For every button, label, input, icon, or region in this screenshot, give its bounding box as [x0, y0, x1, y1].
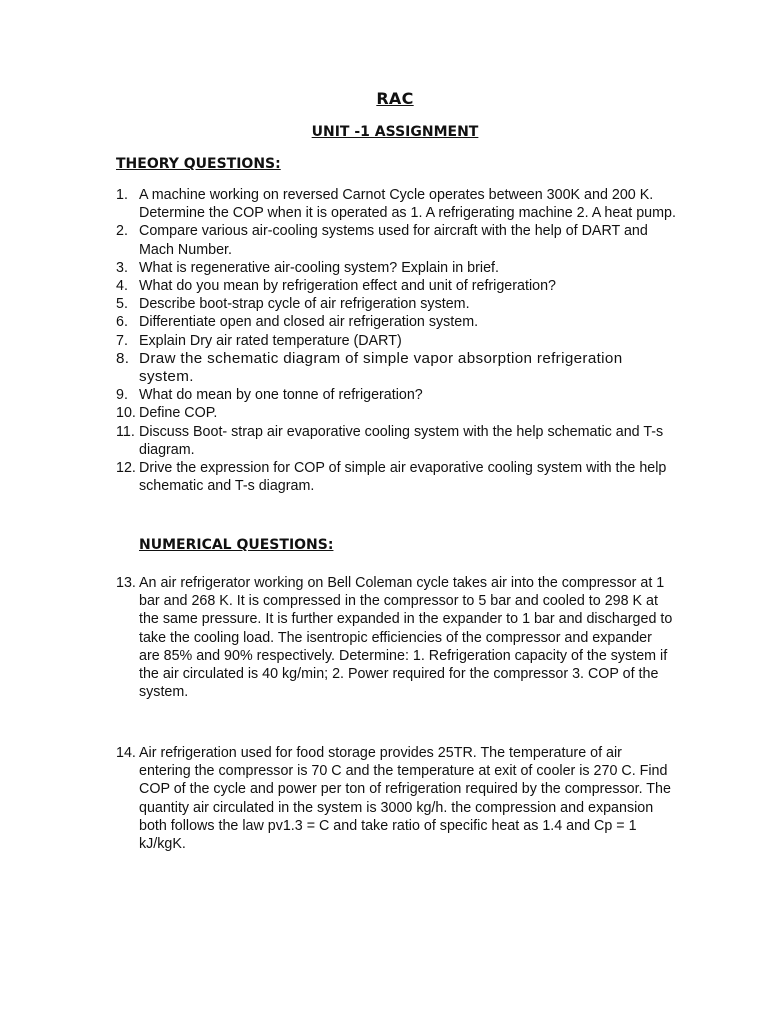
question-number: 3. — [116, 259, 128, 276]
question-text: Compare various air-cooling systems used for aircraft with the help of DART and Mach Number. — [139, 223, 648, 258]
question-text: Air refrigeration used for food storage provides 25TR. The temperature of air entering the compressor is 70 C and the temperature at exit of cooler is 270 C. Find COP of the cycle and power per ton of refrigeration required by the compressor. The quantity air circulated in the system is 3000 kg/h. the compression and expansion both follows the law pv1.3 = C and take ratio of specific heat as 1.4 and Cp = 1 kJ/kgK. — [139, 745, 671, 853]
list-item — [116, 423, 676, 459]
list-item — [116, 222, 676, 258]
list-item — [116, 259, 676, 277]
question-number: 14. — [116, 745, 136, 761]
list-item — [116, 332, 676, 350]
list-item — [116, 574, 676, 701]
question-number: 8. — [116, 349, 130, 367]
theory-heading: THEORY QUESTIONS: — [116, 156, 281, 172]
list-item — [116, 313, 676, 331]
list-item — [116, 744, 676, 853]
question-number: 6. — [116, 314, 128, 331]
question-text: Define COP. — [139, 405, 218, 422]
question-text: Explain Dry air rated temperature (DART) — [139, 332, 402, 349]
question-text: Drive the expression for COP of simple air evaporative cooling system with the help schematic and T-s diagram. — [139, 460, 667, 495]
question-text: An air refrigerator working on Bell Coleman cycle takes air into the compressor at 1 bar and 268 K. It is compressed in the compressor to 5 bar and cooled to 298 K at the same pressure. It is further expanded in the expander to 1 bar and discharged to take the cooling load. The isentropic efficiencies of the compressor and expander are 85% and 90% respectively. Determine: 1. Refrigeration capacity of the system if the air circulated is 40 kg/min; 2. Power required for the compressor 3. COP of the system. — [139, 575, 673, 701]
list-item — [116, 277, 676, 295]
question-number: 1. — [116, 187, 128, 203]
list-item — [116, 404, 676, 422]
list-item — [116, 459, 676, 495]
question-number: 5. — [116, 296, 128, 313]
question-text: What do you mean by refrigeration effect and unit of refrigeration? — [139, 278, 556, 295]
question-number: 10. — [116, 405, 136, 422]
question-text: A machine working on reversed Carnot Cycle operates between 300K and 200 K. Determine the COP when it is operated as 1. A refrigerating machine 2. A heat pump. — [139, 187, 676, 222]
question-number: 2. — [116, 223, 128, 240]
question-number: 12. — [116, 460, 136, 477]
question-text: Draw the schematic diagram of simple vapor absorption refrigeration system. — [139, 349, 623, 386]
list-item — [116, 350, 676, 386]
question-number: 4. — [116, 278, 128, 295]
list-item — [116, 295, 676, 313]
question-number: 7. — [116, 332, 128, 349]
question-number: 13. — [116, 575, 136, 591]
question-number: 11. — [116, 423, 135, 440]
question-number: 9. — [116, 387, 128, 404]
question-text: Differentiate open and closed air refrigeration system. — [139, 314, 479, 331]
numerical-question-list — [116, 574, 676, 701]
question-text: Discuss Boot- strap air evaporative cooling system with the help schematic and T-s diagram. — [139, 423, 664, 458]
document-subtitle: UNIT -1 ASSIGNMENT — [311, 124, 479, 140]
theory-question-list — [116, 186, 676, 495]
list-item — [116, 186, 676, 222]
document-title: RAC — [376, 89, 414, 108]
question-text: What do mean by one tonne of refrigeration? — [139, 387, 423, 404]
question-text: Describe boot-strap cycle of air refrigeration system. — [139, 296, 470, 313]
numerical-heading: NUMERICAL QUESTIONS: — [139, 537, 334, 553]
numerical-question-list — [116, 744, 676, 853]
list-item — [116, 386, 676, 404]
question-text: What is regenerative air-cooling system? Explain in brief. — [139, 259, 499, 276]
